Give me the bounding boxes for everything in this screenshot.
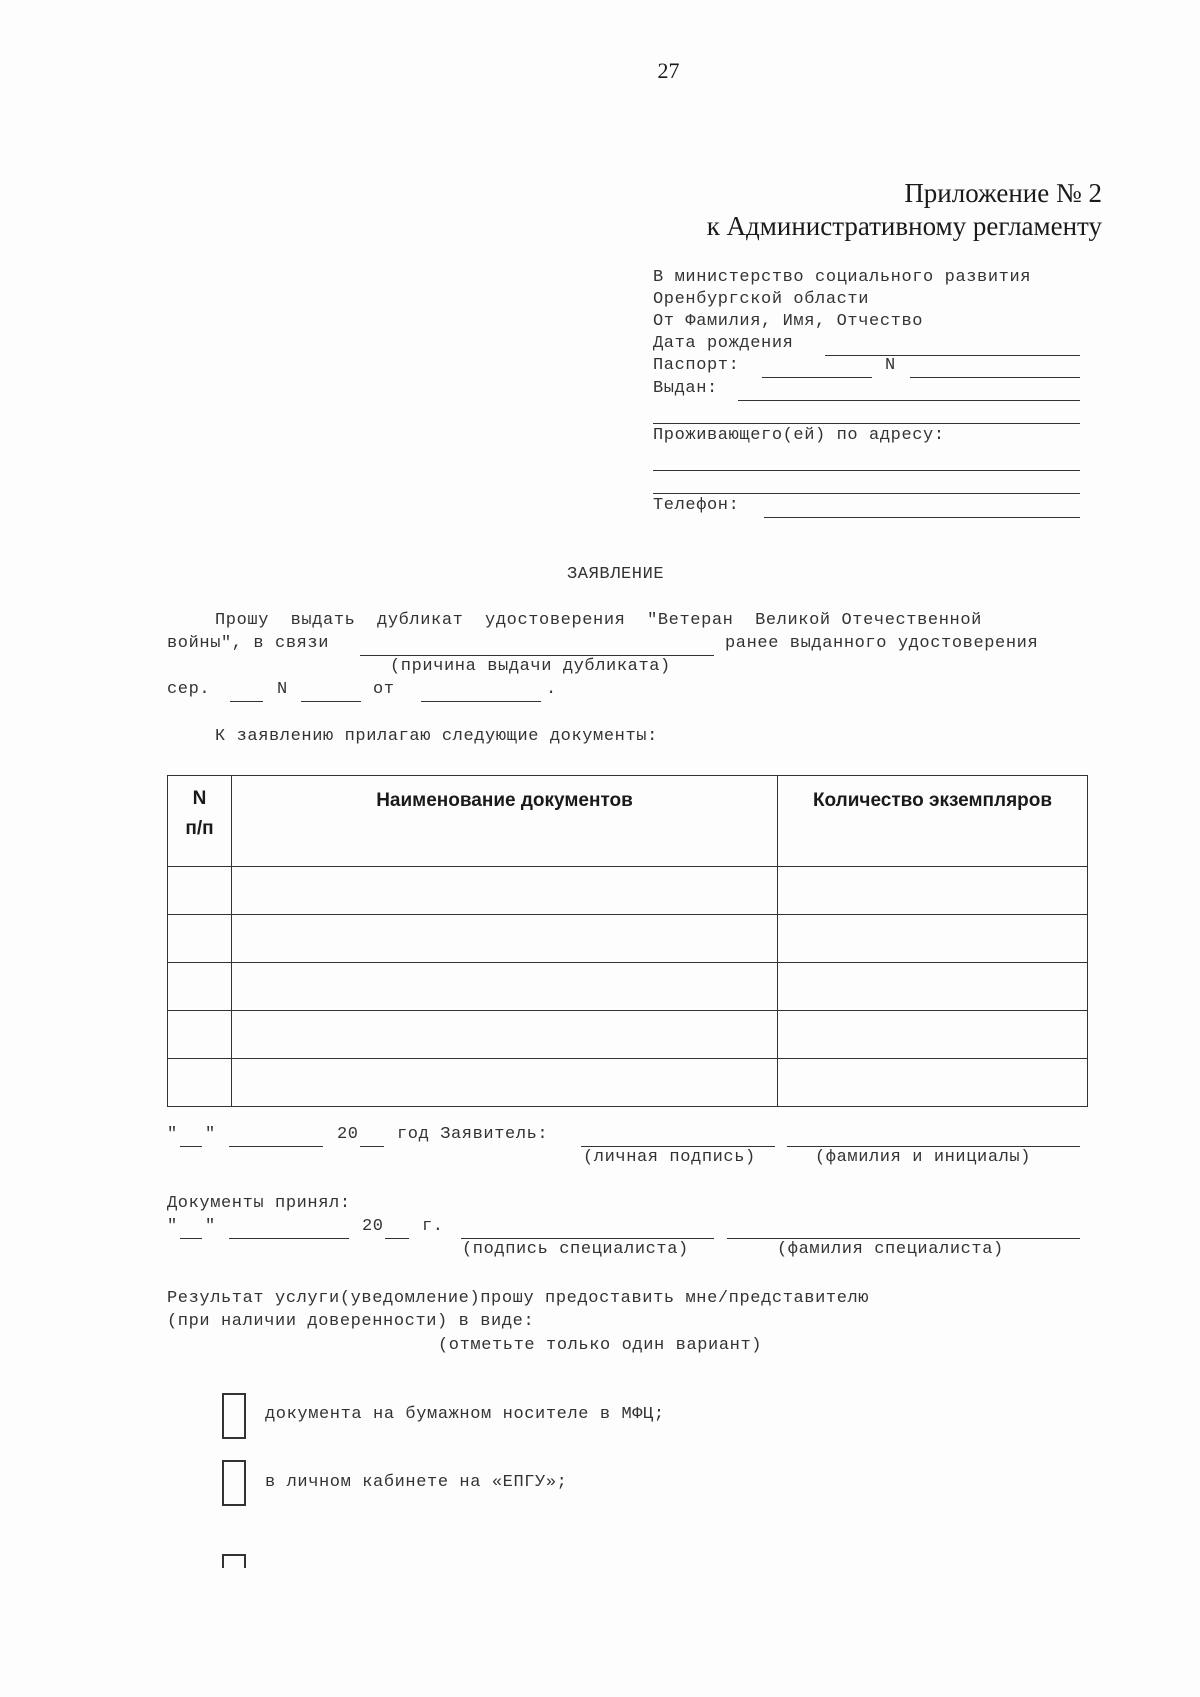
specialist-name-caption: (фамилия специалиста) xyxy=(777,1240,1004,1259)
certificate-number-field[interactable] xyxy=(301,701,361,702)
epgu-cabinet-checkbox[interactable] xyxy=(222,1460,246,1506)
applicant-name-caption: (фамилия и инициалы) xyxy=(815,1148,1032,1167)
applicant-month-field[interactable] xyxy=(229,1146,323,1147)
table-header-row xyxy=(168,776,1088,867)
attach-text: К заявлению прилагаю следующие документы: xyxy=(215,727,658,746)
page-number: 27 xyxy=(657,58,680,83)
table-cell-count[interactable] xyxy=(778,963,1088,1011)
certificate-date-label: от xyxy=(373,680,395,699)
received-quote-open: " xyxy=(167,1217,178,1236)
result-line-2: (при наличии доверенности) в виде: xyxy=(167,1312,535,1331)
residing-label: Проживающего(ей) по адресу: xyxy=(653,426,945,445)
specialist-signature-field[interactable] xyxy=(461,1238,714,1239)
applicant-signature-field[interactable] xyxy=(581,1146,775,1147)
appendix-subtitle: к Административному регламенту xyxy=(706,211,1102,241)
address-field-line-1[interactable] xyxy=(653,470,1080,471)
reason-field[interactable] xyxy=(360,655,714,656)
birth-date-field[interactable] xyxy=(825,355,1080,356)
issued-label: Выдан: xyxy=(653,379,718,398)
table-cell-number[interactable] xyxy=(168,915,232,963)
table-row xyxy=(168,1011,1088,1059)
applicant-signature-caption: (личная подпись) xyxy=(583,1148,756,1167)
certificate-period: . xyxy=(546,680,557,699)
received-label: Документы принял: xyxy=(167,1194,351,1213)
address-field-line-2[interactable] xyxy=(653,493,1080,494)
received-year-prefix: 20 xyxy=(362,1217,384,1236)
applicant-label: год Заявитель: xyxy=(397,1125,549,1144)
table-cell-number[interactable] xyxy=(168,1059,232,1107)
certificate-number-label: N xyxy=(277,680,288,699)
applicant-year-field[interactable] xyxy=(360,1146,384,1147)
statement-title: ЗАЯВЛЕНИЕ xyxy=(567,565,665,584)
statement-line-2-start: войны", в связи xyxy=(167,634,330,653)
table-row xyxy=(168,915,1088,963)
ministry-line-1: В министерство социального развития xyxy=(653,268,1032,287)
issued-field-line-2[interactable] xyxy=(653,423,1080,424)
table-row xyxy=(168,1059,1088,1107)
statement-line-2-end: ранее выданного удостоверения xyxy=(725,634,1039,653)
received-year-suffix: г. xyxy=(422,1217,444,1236)
phone-label: Телефон: xyxy=(653,496,740,515)
certificate-date-field[interactable] xyxy=(421,701,541,702)
header-number: N п/п xyxy=(168,776,232,867)
ministry-line-2: Оренбургской области xyxy=(653,290,870,309)
passport-label: Паспорт: xyxy=(653,356,740,375)
documents-table xyxy=(167,775,1088,1107)
specialist-signature-caption: (подпись специалиста) xyxy=(462,1240,689,1259)
applicant-name-field[interactable] xyxy=(787,1146,1080,1147)
option-epgu-label: в личном кабинете на «ЕПГУ»; xyxy=(265,1473,568,1492)
reason-caption: (причина выдачи дубликата) xyxy=(390,657,671,676)
header-count: Количество экземпляров xyxy=(778,776,1088,867)
table-cell-name[interactable] xyxy=(232,1059,778,1107)
table-cell-count[interactable] xyxy=(778,1059,1088,1107)
specialist-name-field[interactable] xyxy=(727,1238,1080,1239)
received-month-field[interactable] xyxy=(229,1238,349,1239)
passport-number-field[interactable] xyxy=(910,377,1080,378)
birth-date-label: Дата рождения xyxy=(653,334,794,353)
option-paper-mfc-label: документа на бумажном носителе в МФЦ; xyxy=(265,1405,665,1424)
table-row xyxy=(168,963,1088,1011)
table-cell-number[interactable] xyxy=(168,867,232,915)
appendix-title: Приложение № 2 xyxy=(904,178,1102,208)
paper-mfc-checkbox[interactable] xyxy=(222,1393,246,1439)
table-cell-name[interactable] xyxy=(232,963,778,1011)
table-cell-number[interactable] xyxy=(168,963,232,1011)
applicant-quote-open: " xyxy=(167,1125,178,1144)
applicant-year-prefix: 20 xyxy=(337,1125,359,1144)
issued-field[interactable] xyxy=(738,400,1080,401)
table-cell-count[interactable] xyxy=(778,1011,1088,1059)
applicant-day-field[interactable] xyxy=(180,1146,202,1147)
table-row xyxy=(168,867,1088,915)
result-line-1: Результат услуги(уведомление)прошу предоставить мне/представителю xyxy=(167,1289,870,1308)
received-quote-close: " xyxy=(205,1217,216,1236)
phone-field[interactable] xyxy=(764,517,1080,518)
header-name: Наименование документов xyxy=(232,776,778,867)
statement-line-1: Прошу выдать дубликат удостоверения "Ветеран Великой Отечественной xyxy=(215,611,982,630)
passport-series-field[interactable] xyxy=(762,377,872,378)
table-cell-name[interactable] xyxy=(232,867,778,915)
received-year-field[interactable] xyxy=(385,1238,409,1239)
table-cell-count[interactable] xyxy=(778,867,1088,915)
table-cell-name[interactable] xyxy=(232,1011,778,1059)
series-field[interactable] xyxy=(230,701,263,702)
table-cell-name[interactable] xyxy=(232,915,778,963)
result-hint: (отметьте только один вариант) xyxy=(438,1336,763,1355)
table-cell-count[interactable] xyxy=(778,915,1088,963)
table-cell-number[interactable] xyxy=(168,1011,232,1059)
received-day-field[interactable] xyxy=(180,1238,202,1239)
series-label: сер. xyxy=(167,680,211,699)
passport-number-label: N xyxy=(885,356,896,375)
from-label: От Фамилия, Имя, Отчество xyxy=(653,312,924,331)
applicant-quote-close: " xyxy=(205,1125,216,1144)
third-option-checkbox[interactable] xyxy=(222,1554,246,1568)
